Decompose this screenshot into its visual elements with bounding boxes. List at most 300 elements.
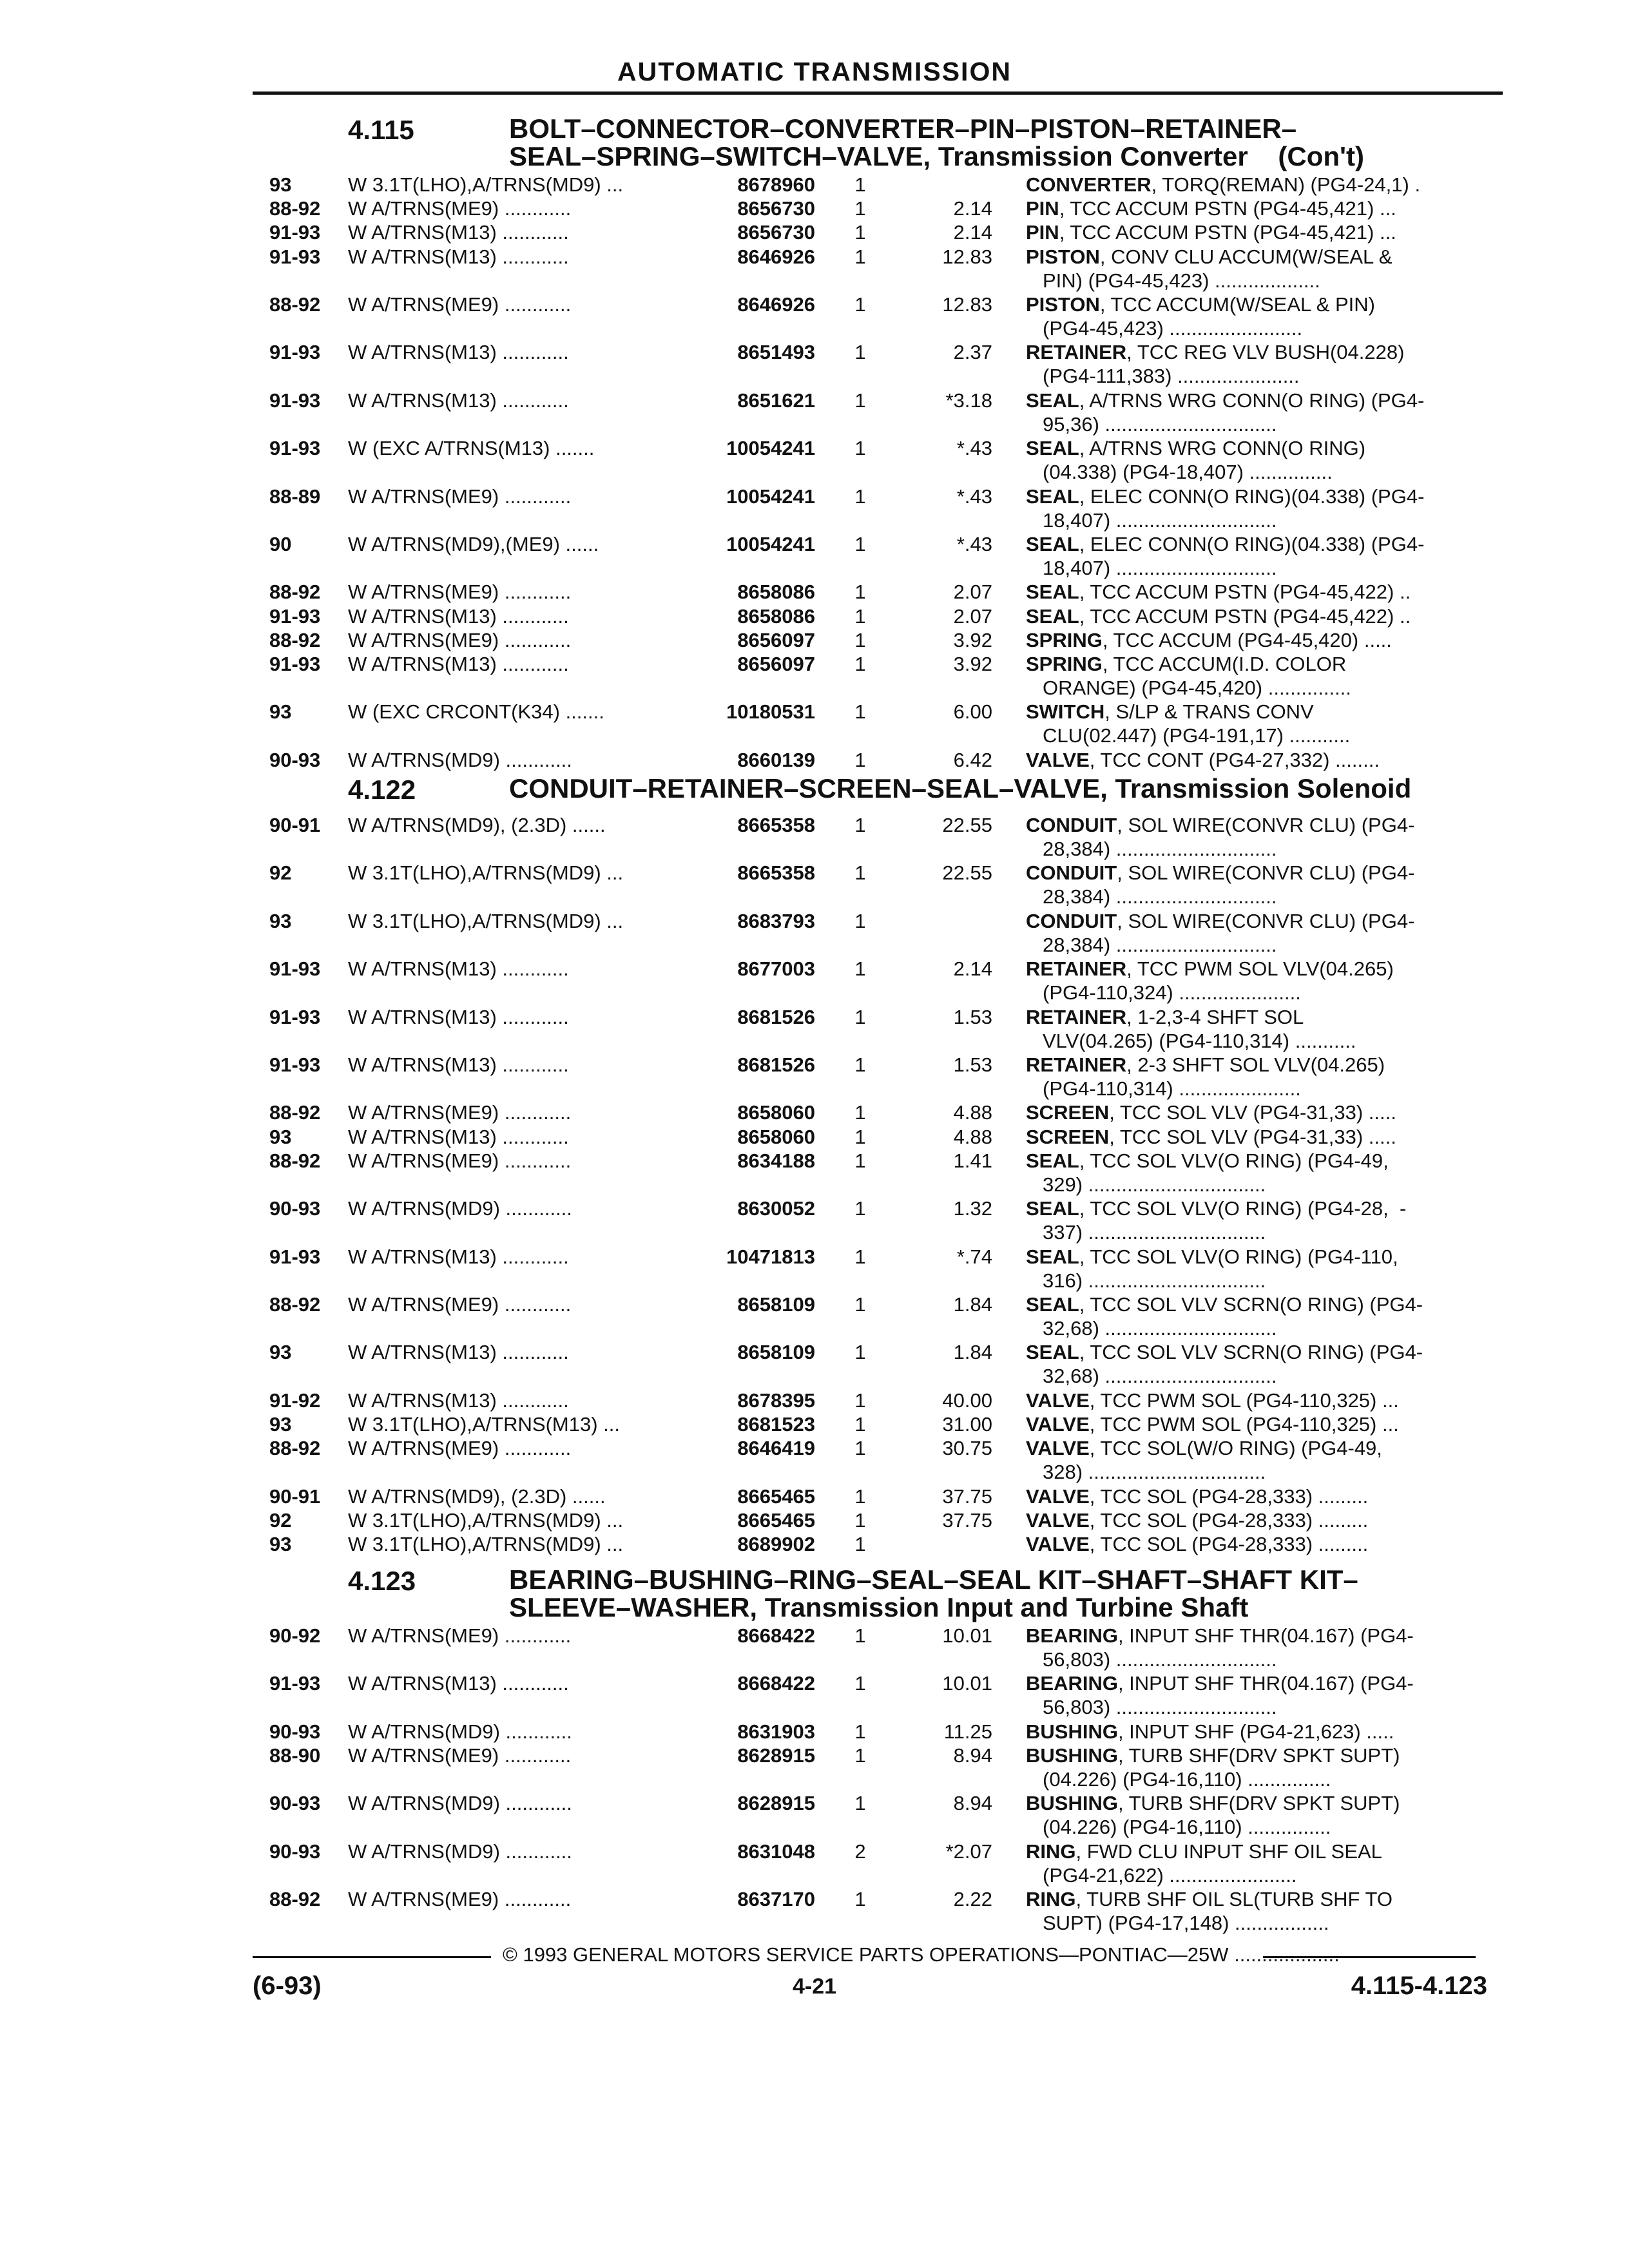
quantity: 1 <box>854 533 866 555</box>
quantity: 1 <box>854 1888 866 1911</box>
description-line: (04.226) (PG4-16,110) ............... <box>1043 1768 1331 1791</box>
price: 1.84 <box>953 1293 992 1316</box>
description-line: PIN) (PG4-45,423) ................... <box>1043 269 1320 292</box>
price: 2.14 <box>953 957 992 981</box>
quantity: 1 <box>854 700 866 724</box>
quantity: 1 <box>854 1005 866 1028</box>
part-name: RING <box>1026 1840 1076 1863</box>
part-number: 8634188 <box>737 1149 815 1172</box>
application: W (EXC A/TRNS(M13) ....... <box>348 436 689 460</box>
part-number: 8651493 <box>737 341 815 364</box>
part-description <box>1026 909 1496 957</box>
quantity: 1 <box>854 221 866 244</box>
application: W 3.1T(LHO),A/TRNS(MD9) ... <box>348 1532 689 1556</box>
quantity: 1 <box>854 293 866 316</box>
price: 2.22 <box>953 1888 992 1911</box>
application: W A/TRNS(ME9) ............ <box>348 1149 689 1173</box>
price: 2.14 <box>953 197 992 220</box>
price: 2.14 <box>953 221 992 244</box>
part-name: VALVE <box>1026 1389 1090 1412</box>
model-years: 93 <box>269 1125 292 1148</box>
description-line: RING, TURB SHF OIL SL(TURB SHF TO <box>1026 1888 1393 1911</box>
application: W A/TRNS(M13) ............ <box>348 957 689 981</box>
description-line: SPRING, TCC ACCUM(I.D. COLOR <box>1026 653 1347 675</box>
description-line: VALVE, TCC PWM SOL (PG4-110,325) ... <box>1026 1413 1399 1436</box>
description-line: VALVE, TCC SOL (PG4-28,333) ......... <box>1026 1508 1369 1532</box>
part-number: 10054241 <box>726 485 815 508</box>
part-number: 8628915 <box>737 1792 815 1815</box>
quantity: 1 <box>854 814 866 836</box>
quantity: 2 <box>854 1840 866 1863</box>
application: W A/TRNS(M13) ............ <box>348 652 689 676</box>
application: W A/TRNS(M13) ............ <box>348 1053 689 1077</box>
description-line: BEARING, INPUT SHF THR(04.167) (PG4- <box>1026 1672 1414 1695</box>
part-name: SEAL <box>1026 604 1079 628</box>
part-name: BUSHING <box>1026 1744 1118 1767</box>
part-description <box>1026 173 1496 197</box>
part-description <box>1026 700 1496 747</box>
part-description <box>1026 1149 1496 1196</box>
part-number: 8658109 <box>737 1293 815 1316</box>
description-line: SWITCH, S/LP & TRANS CONV <box>1026 700 1314 724</box>
quantity: 1 <box>854 1437 866 1460</box>
part-name: CONDUIT <box>1026 814 1117 836</box>
price: *2.07 <box>945 1840 992 1863</box>
price: 1.53 <box>953 1005 992 1028</box>
model-years: 88-92 <box>269 1437 321 1460</box>
part-name: BUSHING <box>1026 1720 1118 1743</box>
footer-date-code: (6-93) <box>253 1972 322 2000</box>
application: W A/TRNS(ME9) ............ <box>348 1624 689 1648</box>
part-name: SPRING <box>1026 628 1103 651</box>
quantity: 1 <box>854 1197 866 1220</box>
part-name: PIN <box>1026 197 1059 220</box>
model-years: 88-92 <box>269 1101 321 1124</box>
footer-page-number: 4-21 <box>792 1974 837 1999</box>
description-line: RETAINER, TCC REG VLV BUSH(04.228) <box>1026 341 1405 364</box>
description-line: SEAL, TCC SOL VLV(O RING) (PG4-49, <box>1026 1149 1389 1172</box>
price: 6.42 <box>953 748 992 771</box>
quantity: 1 <box>854 1485 866 1508</box>
description-line: CONDUIT, SOL WIRE(CONVR CLU) (PG4- <box>1026 861 1415 885</box>
part-number: 8656097 <box>737 653 815 675</box>
quantity: 1 <box>854 1149 866 1172</box>
application: W 3.1T(LHO),A/TRNS(M13) ... <box>348 1412 689 1436</box>
description-line: 28,384) ............................. <box>1043 933 1277 956</box>
price: 1.84 <box>953 1341 992 1364</box>
model-years: 91-93 <box>269 604 321 628</box>
part-name: CONVERTER <box>1026 173 1152 196</box>
description-line: 316) ................................ <box>1043 1269 1266 1292</box>
model-years: 91-93 <box>269 389 321 412</box>
part-name: SEAL <box>1026 533 1079 555</box>
application: W A/TRNS(M13) ............ <box>348 1671 689 1695</box>
part-number: 8656730 <box>737 221 815 244</box>
description-line: SEAL, TCC SOL VLV(O RING) (PG4-28, - <box>1026 1197 1407 1220</box>
part-name: BEARING <box>1026 1624 1118 1647</box>
part-description <box>1026 813 1496 861</box>
price: *3.18 <box>945 389 992 412</box>
part-number: 8656730 <box>737 197 815 220</box>
model-years: 91-93 <box>269 437 321 460</box>
part-number: 8658086 <box>737 581 815 604</box>
price: 2.07 <box>953 581 992 604</box>
model-years: 91-93 <box>269 653 321 675</box>
part-name: SPRING <box>1026 653 1103 675</box>
description-line: PIN, TCC ACCUM PSTN (PG4-45,421) ... <box>1026 197 1396 220</box>
description-line: CONVERTER, TORQ(REMAN) (PG4-24,1) . <box>1026 173 1421 196</box>
price: 8.94 <box>953 1744 992 1767</box>
part-number: 8630052 <box>737 1197 815 1220</box>
application: W 3.1T(LHO),A/TRNS(MD9) ... <box>348 861 689 885</box>
part-description <box>1026 485 1496 532</box>
model-years: 91-93 <box>269 957 321 981</box>
part-number: 8665465 <box>737 1508 815 1532</box>
price: *.43 <box>956 437 992 460</box>
part-name: SEAL <box>1026 1197 1079 1220</box>
description-line: PISTON, TCC ACCUM(W/SEAL & PIN) <box>1026 293 1376 316</box>
quantity: 1 <box>854 1672 866 1695</box>
part-number: 8665358 <box>737 861 815 885</box>
section-heading <box>509 1566 1514 1621</box>
part-name: SEAL <box>1026 485 1079 508</box>
description-line: 95,36) ............................... <box>1043 412 1277 436</box>
part-number: 8628915 <box>737 1744 815 1767</box>
application: W A/TRNS(MD9), (2.3D) ...... <box>348 1485 689 1508</box>
quantity: 1 <box>854 173 866 196</box>
application: W A/TRNS(M13) ............ <box>348 245 689 269</box>
quantity: 1 <box>854 1413 866 1436</box>
section-heading <box>509 115 1514 170</box>
model-years: 91-92 <box>269 1389 321 1412</box>
price: 12.83 <box>942 245 992 268</box>
price: 4.88 <box>953 1101 992 1124</box>
part-name: RETAINER <box>1026 341 1127 364</box>
price: 3.92 <box>953 653 992 675</box>
part-name: VALVE <box>1026 1508 1090 1532</box>
quantity: 1 <box>854 861 866 885</box>
section-heading-line: SLEEVE–WASHER, Transmission Input and Turbine Shaft <box>509 1592 1249 1622</box>
part-description <box>1026 957 1496 1004</box>
model-years: 91-93 <box>269 1672 321 1695</box>
application: W A/TRNS(MD9) ............ <box>348 1720 689 1744</box>
model-years: 88-90 <box>269 1744 321 1767</box>
model-years: 88-92 <box>269 1888 321 1911</box>
part-name: SEAL <box>1026 1245 1079 1268</box>
price: 30.75 <box>942 1437 992 1460</box>
part-description <box>1026 1508 1496 1532</box>
application: W A/TRNS(M13) ............ <box>348 389 689 412</box>
description-line: VALVE, TCC SOL (PG4-28,333) ......... <box>1026 1485 1369 1508</box>
part-description <box>1026 1005 1496 1053</box>
application: W A/TRNS(M13) ............ <box>348 1005 689 1029</box>
part-name: SCREEN <box>1026 1125 1110 1148</box>
part-description <box>1026 861 1496 908</box>
description-line: 337) ................................ <box>1043 1221 1266 1244</box>
model-years: 93 <box>269 1413 292 1436</box>
quantity: 1 <box>854 748 866 771</box>
model-years: 93 <box>269 700 292 724</box>
description-line: 18,407) ............................. <box>1043 508 1277 532</box>
part-description <box>1026 532 1496 580</box>
part-number: 8678395 <box>737 1389 815 1412</box>
part-name: VALVE <box>1026 1485 1090 1508</box>
price: 1.41 <box>953 1149 992 1172</box>
part-number: 8665465 <box>737 1485 815 1508</box>
description-line: SEAL, TCC ACCUM PSTN (PG4-45,422) .. <box>1026 604 1411 628</box>
page-title: AUTOMATIC TRANSMISSION <box>617 57 1012 86</box>
price: 22.55 <box>942 861 992 885</box>
part-description <box>1026 1340 1496 1388</box>
quantity: 1 <box>854 197 866 220</box>
part-description <box>1026 1125 1496 1149</box>
model-years: 90-91 <box>269 814 321 836</box>
part-number: 8665358 <box>737 814 815 836</box>
application: W A/TRNS(M13) ............ <box>348 1340 689 1364</box>
part-description <box>1026 293 1496 340</box>
model-years: 91-93 <box>269 245 321 268</box>
part-name: VALVE <box>1026 1533 1090 1555</box>
part-description <box>1026 1532 1496 1556</box>
part-number: 8631048 <box>737 1840 815 1863</box>
part-description <box>1026 245 1496 293</box>
part-name: VALVE <box>1026 1413 1090 1436</box>
quantity: 1 <box>854 581 866 604</box>
section-number: 4.115 <box>348 115 414 145</box>
model-years: 88-92 <box>269 628 321 651</box>
description-line: PISTON, CONV CLU ACCUM(W/SEAL & <box>1026 245 1393 268</box>
model-years: 92 <box>269 1508 292 1532</box>
price: 11.25 <box>943 1720 992 1743</box>
model-years: 91-93 <box>269 341 321 364</box>
price: *.43 <box>956 533 992 555</box>
section-number: 4.123 <box>348 1566 416 1596</box>
application: W A/TRNS(MD9),(ME9) ...... <box>348 532 689 556</box>
application: W 3.1T(LHO),A/TRNS(MD9) ... <box>348 173 689 197</box>
part-number: 8678960 <box>737 173 815 196</box>
price: 2.07 <box>953 604 992 628</box>
price: 8.94 <box>953 1792 992 1815</box>
description-line: (PG4-111,383) ...................... <box>1043 365 1300 388</box>
price: 31.00 <box>942 1413 992 1436</box>
model-years: 93 <box>269 1533 292 1555</box>
part-name: RING <box>1026 1888 1076 1911</box>
part-name: RETAINER <box>1026 1005 1127 1028</box>
application: W 3.1T(LHO),A/TRNS(MD9) ... <box>348 1508 689 1532</box>
description-line: SUPT) (PG4-17,148) ................. <box>1043 1912 1329 1935</box>
part-description <box>1026 197 1496 220</box>
part-description <box>1026 580 1496 604</box>
description-line: 329) ................................ <box>1043 1173 1266 1196</box>
part-description <box>1026 1053 1496 1100</box>
model-years: 90 <box>269 533 292 555</box>
application: W A/TRNS(ME9) ............ <box>348 1293 689 1316</box>
description-line: (04.226) (PG4-16,110) ............... <box>1043 1816 1331 1839</box>
price: 2.37 <box>953 341 992 364</box>
part-number: 8658086 <box>737 604 815 628</box>
quantity: 1 <box>854 341 866 364</box>
description-line: SCREEN, TCC SOL VLV (PG4-31,33) ..... <box>1026 1125 1396 1148</box>
application: W A/TRNS(M13) ............ <box>348 1389 689 1412</box>
model-years: 90-93 <box>269 1720 321 1743</box>
part-number: 10054241 <box>726 533 815 555</box>
quantity: 1 <box>854 909 866 932</box>
description-line: 56,803) ............................. <box>1043 1648 1277 1671</box>
part-number: 8646926 <box>737 245 815 268</box>
part-number: 8658060 <box>737 1125 815 1148</box>
part-number: 8658109 <box>737 1341 815 1364</box>
description-line: SEAL, TCC SOL VLV(O RING) (PG4-110, <box>1026 1245 1398 1268</box>
application: W A/TRNS(M13) ............ <box>348 604 689 628</box>
price: 37.75 <box>942 1508 992 1532</box>
part-description <box>1026 628 1496 652</box>
quantity: 1 <box>854 1508 866 1532</box>
section-heading <box>509 774 1514 802</box>
part-name: BEARING <box>1026 1672 1118 1695</box>
application: W A/TRNS(MD9) ............ <box>348 1791 689 1815</box>
part-number: 8631903 <box>737 1720 815 1743</box>
price: 40.00 <box>942 1389 992 1412</box>
quantity: 1 <box>854 1245 866 1268</box>
part-number: 8681526 <box>737 1005 815 1028</box>
quantity: 1 <box>854 1720 866 1743</box>
price: 37.75 <box>942 1485 992 1508</box>
part-description <box>1026 1196 1496 1244</box>
description-line: 56,803) ............................. <box>1043 1696 1277 1719</box>
price: 12.83 <box>942 293 992 316</box>
application: W A/TRNS(ME9) ............ <box>348 580 689 604</box>
model-years: 88-92 <box>269 197 321 220</box>
part-number: 8668422 <box>737 1624 815 1647</box>
description-line: (PG4-21,622) ....................... <box>1043 1863 1297 1887</box>
quantity: 1 <box>854 389 866 412</box>
quantity: 1 <box>854 437 866 460</box>
description-line: SEAL, TCC SOL VLV SCRN(O RING) (PG4- <box>1026 1293 1423 1316</box>
application: W A/TRNS(ME9) ............ <box>348 485 689 508</box>
quantity: 1 <box>854 1792 866 1815</box>
part-name: SEAL <box>1026 389 1079 412</box>
price: 1.53 <box>953 1053 992 1076</box>
price: 6.00 <box>953 700 992 724</box>
part-description <box>1026 652 1496 700</box>
model-years: 90-93 <box>269 1792 321 1815</box>
part-name: VALVE <box>1026 1437 1090 1460</box>
application: W A/TRNS(MD9) ............ <box>348 748 689 772</box>
description-line: 28,384) ............................. <box>1043 838 1277 860</box>
description-line: RING, FWD CLU INPUT SHF OIL SEAL <box>1026 1840 1382 1863</box>
description-line: CONDUIT, SOL WIRE(CONVR CLU) (PG4- <box>1026 814 1415 836</box>
model-years: 91-93 <box>269 1005 321 1028</box>
price: *.74 <box>956 1245 992 1268</box>
part-number: 8656097 <box>737 628 815 651</box>
description-line: (PG4-110,314) ...................... <box>1043 1077 1301 1100</box>
description-line: RETAINER, 2-3 SHFT SOL VLV(04.265) <box>1026 1053 1385 1076</box>
quantity: 1 <box>854 1533 866 1555</box>
quantity: 1 <box>854 485 866 508</box>
description-line: SEAL, A/TRNS WRG CONN(O RING) (PG4- <box>1026 389 1425 412</box>
application: W A/TRNS(ME9) ............ <box>348 628 689 652</box>
description-line: (PG4-45,423) ........................ <box>1043 317 1303 340</box>
application: W A/TRNS(MD9), (2.3D) ...... <box>348 813 689 837</box>
part-number: 8677003 <box>737 957 815 981</box>
part-name: RETAINER <box>1026 957 1127 981</box>
part-description <box>1026 1436 1496 1484</box>
description-line: SEAL, ELEC CONN(O RING)(04.338) (PG4- <box>1026 485 1425 508</box>
quantity: 1 <box>854 1624 866 1647</box>
description-line: VALVE, TCC PWM SOL (PG4-110,325) ... <box>1026 1389 1399 1412</box>
price: 4.88 <box>953 1125 992 1148</box>
part-name: CONDUIT <box>1026 861 1117 885</box>
quantity: 1 <box>854 1744 866 1767</box>
application: W A/TRNS(ME9) ............ <box>348 1744 689 1767</box>
quantity: 1 <box>854 1125 866 1148</box>
description-line: 32,68) ............................... <box>1043 1365 1277 1388</box>
description-line: PIN, TCC ACCUM PSTN (PG4-45,421) ... <box>1026 221 1396 244</box>
model-years: 88-92 <box>269 1149 321 1172</box>
application: W A/TRNS(M13) ............ <box>348 1125 689 1149</box>
quantity: 1 <box>854 1101 866 1124</box>
price: 10.01 <box>942 1672 992 1695</box>
quantity: 1 <box>854 1389 866 1412</box>
part-description <box>1026 748 1496 772</box>
quantity: 1 <box>854 245 866 268</box>
model-years: 91-93 <box>269 221 321 244</box>
quantity: 1 <box>854 604 866 628</box>
model-years: 91-93 <box>269 1053 321 1076</box>
quantity: 1 <box>854 1341 866 1364</box>
application: W A/TRNS(ME9) ............ <box>348 293 689 316</box>
part-number: 8651621 <box>737 389 815 412</box>
part-description <box>1026 436 1496 484</box>
model-years: 90-93 <box>269 748 321 771</box>
description-line: SEAL, TCC SOL VLV SCRN(O RING) (PG4- <box>1026 1341 1423 1364</box>
model-years: 88-92 <box>269 1293 321 1316</box>
description-line: CONDUIT, SOL WIRE(CONVR CLU) (PG4- <box>1026 909 1415 932</box>
description-line: 32,68) ............................... <box>1043 1317 1277 1340</box>
price: 22.55 <box>942 814 992 836</box>
description-line: BUSHING, INPUT SHF (PG4-21,623) ..... <box>1026 1720 1394 1743</box>
part-description <box>1026 1389 1496 1412</box>
part-name: SWITCH <box>1026 700 1105 724</box>
description-line: (PG4-110,324) ...................... <box>1043 981 1301 1004</box>
model-years: 90-93 <box>269 1197 321 1220</box>
description-line: (04.338) (PG4-18,407) ............... <box>1043 461 1333 484</box>
description-line: SEAL, ELEC CONN(O RING)(04.338) (PG4- <box>1026 533 1425 555</box>
model-years: 93 <box>269 909 292 932</box>
description-line: 28,384) ............................. <box>1043 885 1277 908</box>
part-description <box>1026 1412 1496 1436</box>
part-description <box>1026 389 1496 436</box>
description-line: 18,407) ............................. <box>1043 557 1277 579</box>
part-description <box>1026 1624 1496 1671</box>
model-years: 88-89 <box>269 485 321 508</box>
part-description <box>1026 1791 1496 1839</box>
part-description <box>1026 1100 1496 1124</box>
part-name: PISTON <box>1026 245 1100 268</box>
footer-rule-left <box>253 1956 491 1958</box>
part-number: 8683793 <box>737 909 815 932</box>
part-name: SEAL <box>1026 1293 1079 1316</box>
model-years: 92 <box>269 861 292 885</box>
quantity: 1 <box>854 1293 866 1316</box>
application: W A/TRNS(ME9) ............ <box>348 1100 689 1124</box>
application: W A/TRNS(M13) ............ <box>348 1245 689 1269</box>
part-description <box>1026 604 1496 628</box>
description-line: BEARING, INPUT SHF THR(04.167) (PG4- <box>1026 1624 1414 1647</box>
description-line: SCREEN, TCC SOL VLV (PG4-31,33) ..... <box>1026 1101 1396 1124</box>
part-number: 10471813 <box>726 1245 815 1268</box>
model-years: 88-92 <box>269 293 321 316</box>
